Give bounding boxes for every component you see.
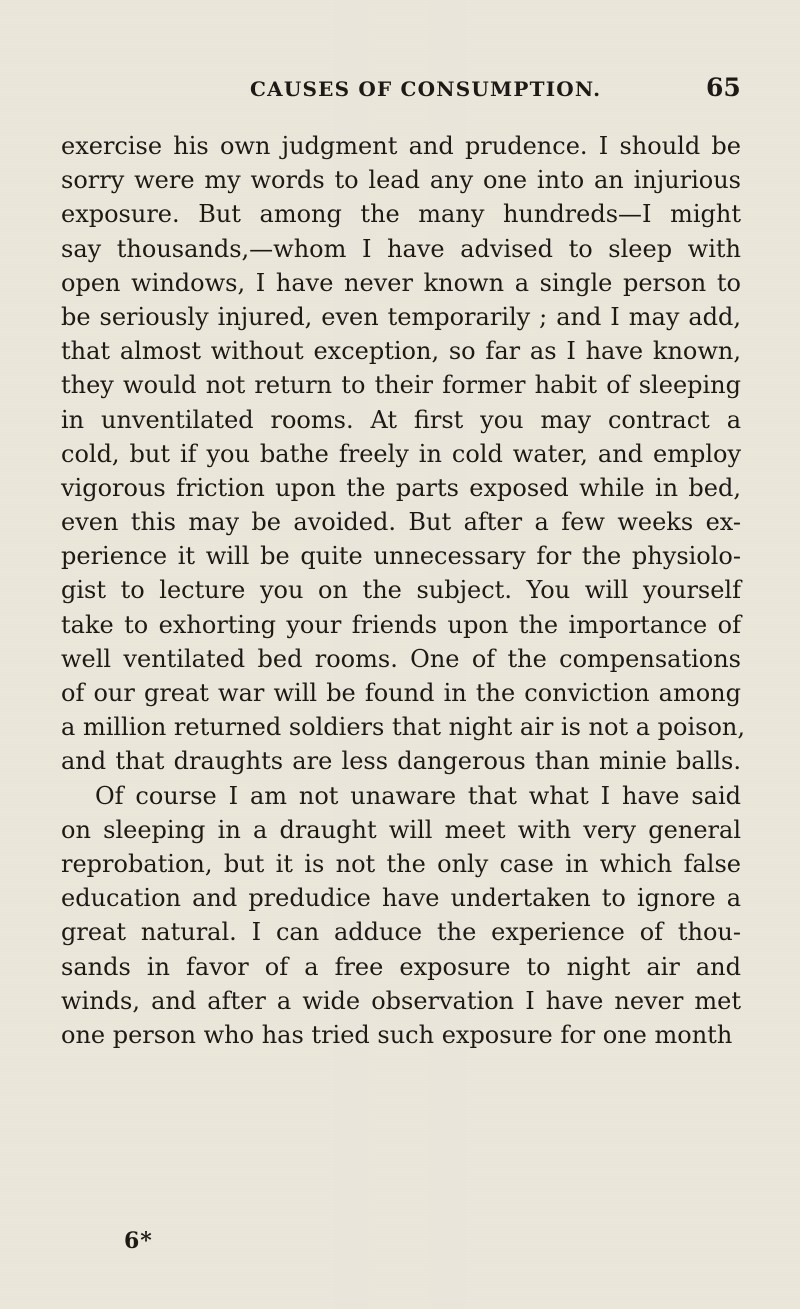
text-line: a million returned soldiers that night air is not a poison, bbox=[61, 713, 746, 742]
text-line: education and predudice have undertaken to ignore a bbox=[61, 884, 741, 913]
page-number: 65 bbox=[706, 73, 741, 102]
text-line: well ventilated bed rooms. One of the compensations bbox=[61, 644, 741, 673]
text-line: vigorous friction upon the parts exposed while in bed, bbox=[61, 473, 741, 502]
text-line: on sleeping in a draught will meet with very general bbox=[61, 815, 741, 844]
text-line: exposure. But among the many hundreds—I might bbox=[61, 200, 741, 229]
text-line: Of course I am not unaware that what I have said bbox=[95, 781, 741, 810]
running-title: CAUSES OF CONSUMPTION. bbox=[250, 77, 602, 101]
text-line: even this may be avoided. But after a few weeks ex- bbox=[61, 508, 741, 537]
body-text bbox=[61, 129, 746, 1052]
paragraph-2 bbox=[61, 779, 741, 1053]
text-line: sorry were my words to lead any one into an injurious bbox=[61, 166, 741, 195]
text-line: gist to lecture you on the subject. You will yourself bbox=[61, 576, 741, 605]
text-line: sands in favor of a free exposure to night air and bbox=[61, 952, 741, 981]
text-line: cold, but if you bathe freely in cold water, and employ bbox=[61, 439, 741, 468]
text-line: in unventilated rooms. At first you may contract a bbox=[61, 405, 741, 434]
text-line: perience it will be quite unnecessary for the physiolo- bbox=[61, 542, 741, 571]
text-line: one person who has tried such exposure for one month bbox=[61, 1020, 733, 1049]
text-line: say thousands,—whom I have advised to sleep with bbox=[61, 234, 741, 263]
text-line: take to exhorting your friends upon the importance of bbox=[61, 610, 741, 639]
text-line: reprobation, but it is not the only case in which false bbox=[61, 849, 741, 878]
text-line: of our great war will be found in the conviction among bbox=[61, 679, 741, 707]
text-line: winds, and after a wide observation I have never met bbox=[61, 986, 741, 1015]
text-line: they would not return to their former habit of sleeping bbox=[61, 371, 741, 400]
text-line: and that draughts are less dangerous than minie balls. bbox=[61, 747, 741, 776]
text-line: be seriously injured, even temporarily ; and I may add, bbox=[61, 302, 741, 331]
paragraph-1 bbox=[61, 129, 746, 779]
text-line: great natural. I can adduce the experience of thou- bbox=[61, 918, 741, 947]
printer-signature: 6* bbox=[124, 1228, 153, 1254]
text-line: that almost without exception, so far as I have known, bbox=[61, 337, 741, 366]
page-header bbox=[0, 74, 800, 114]
text-line: exercise his own judgment and prudence. I should be bbox=[61, 132, 741, 160]
text-line: open windows, I have never known a single person to bbox=[61, 268, 741, 297]
